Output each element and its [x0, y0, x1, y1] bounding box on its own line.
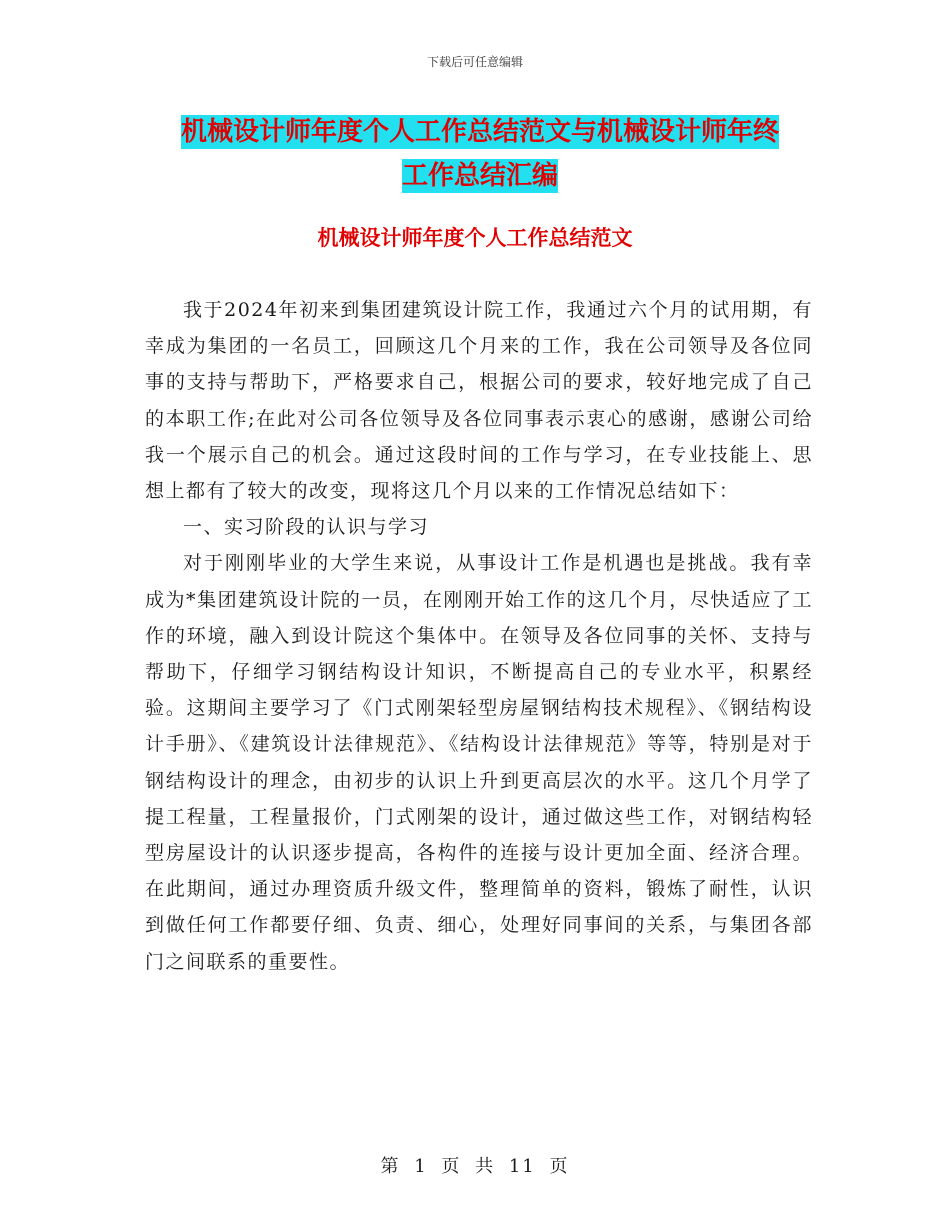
document-title-line-1: 机械设计师年度个人工作总结范文与机械设计师年终 — [180, 117, 779, 147]
page-number: 第 1 页 共 11 页 — [380, 1156, 570, 1177]
paragraph-content: 对于刚刚毕业的大学生来说，从事设计工作是机遇也是挑战。我有幸成为*集团建筑设计院的一员，在刚刚开始工作的这几个月，尽快适应了工作的环境，融入到设计院这个集体中。在领导及各位同事的关怀、支持与帮助下，仔细学习钢结构设计知识，不断提高自己的专业水平，积累经验。这期间主要学习了《门式刚架轻型房屋钢结构技术规程》、《钢结构设计手册》、《建筑设计法律规范》、《结构设计法律规范》等等，特别是对于钢结构设计的理念，由初步的认识上升到更高层次的水平。这几个月学了提工程量，工程量报价，门式刚架的设计，通过做这些工作，对钢结构轻型房屋设计的认识逐步提高，各构件的连接与设计更加全面、经济合理。在此期间，通过办理资质升级文件，整理简单的资料，锻炼了耐性，认识到做任何工作都要仔细、负责、细心，处理好同事间的关系，与集团各部门之间联系的重要性。 — [145, 552, 813, 973]
body-text — [145, 292, 813, 980]
paragraph-intro: 我于2024年初来到集团建筑设计院工作，我通过六个月的试用期，有幸成为集团的一名员工，回顾这几个月来的工作，我在公司领导及各位同事的支持与帮助下，严格要求自己，根据公司的要求，较好地完成了自己的本职工作;在此对公司各位领导及各位同事表示衷心的感谢，感谢公司给我一个展示自己的机会。通过这段时间的工作与学习，在专业技能上、思想上都有了较大的改变，现将这几个月以来的工作情况总结如下： — [145, 299, 813, 503]
document-title — [160, 110, 800, 198]
header-note: 下载后可任意编辑 — [426, 55, 523, 69]
section-title: 机械设计师年度个人工作总结范文 — [317, 226, 633, 250]
document-title-line-2: 工作总结汇编 — [401, 161, 558, 191]
paragraph-heading: 一、实习阶段的认识与学习 — [183, 516, 430, 539]
